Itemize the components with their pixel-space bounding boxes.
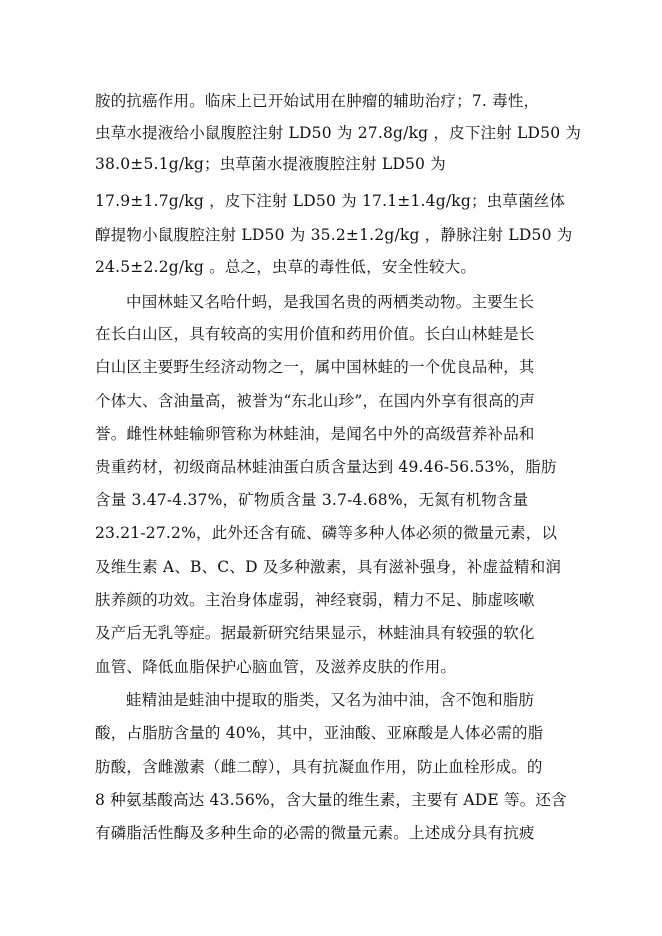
text-line: 酸，占脂肪含量的 40%，其中，亚油酸、亚麻酸是人体必需的脂 [95, 724, 544, 742]
text-line: 含量 3.47-4.37%，矿物质含量 3.7-4.68%，无氮有机物含量 [95, 491, 529, 509]
text-line: 誉。雌性林蛙输卵管称为林蛙油，是闻名中外的高级营养补品和 [95, 425, 535, 443]
text-line: 贵重药材，初级商品林蛙油蛋白质含量达到 49.46-56.53%，脂肪 [95, 458, 557, 476]
text-line: 及产后无乳等症。据最新研究结果显示，林蛙油具有较强的软化 [95, 624, 535, 642]
text-line: 肤养颜的功效。主治身体虚弱，神经衰弱，精力不足、肺虚咳嗽 [95, 591, 535, 609]
text-line: 17.9±1.7g/kg ，皮下注射 LD50 为 17.1±1.4g/kg；虫草菌丝体 [95, 192, 566, 210]
text-line: 白山区主要野生经济动物之一，属中国林蛙的一个优良品种，其 [95, 358, 535, 376]
text-line: 血管、降低血脂保护心脑血管，及滋养皮肤的作用。 [95, 658, 457, 676]
text-line: 个体大、含油量高，被誉为“东北山珍”，在国内外享有很高的声 [95, 392, 536, 410]
text-line: 及维生素 A、B、C、D 及多种激素，具有滋补强身，补虚益精和润 [95, 558, 562, 576]
text-line: 在长白山区，具有较高的实用价值和药用价值。长白山林蛙是长 [95, 325, 535, 343]
text-line: 24.5±2.2g/kg 。总之，虫草的毒性低，安全性较大。 [95, 258, 477, 276]
text-line: 肪酸，含雌激素（雌二醇），具有抗凝血作用，防止血栓形成。的 [95, 758, 543, 776]
paragraph-first-line: 中国林蛙又名哈什蚂，是我国名贵的两栖类动物。主要生长 [126, 293, 535, 311]
text-line: 38.0±5.1g/kg；虫草菌水提液腹腔注射 LD50 为 [95, 155, 446, 173]
text-line: 23.21-27.2%，此外还含有硫、磷等多种人体必须的微量元素，以 [95, 524, 558, 542]
text-line: 虫草水提液给小鼠腹腔注射 LD50 为 27.8g/kg ，皮下注射 LD50 为 [95, 124, 582, 142]
text-line: 有磷脂活性酶及多种生命的必需的微量元素。上述成分具有抗疲 [95, 824, 535, 842]
text-line: 胺的抗癌作用。临床上已开始试用在肿瘤的辅助治疗；7. 毒性， [95, 92, 540, 110]
text-line: 醇提物小鼠腹腔注射 LD50 为 35.2±1.2g/kg ，静脉注射 LD50 为 [95, 226, 573, 244]
text-line: 8 种氨基酸高达 43.56%，含大量的维生素，主要有 ADE 等。还含 [95, 791, 567, 809]
paragraph-first-line: 蛙精油是蛙油中提取的脂类，又名为油中油，含不饱和脂肪 [126, 691, 535, 709]
